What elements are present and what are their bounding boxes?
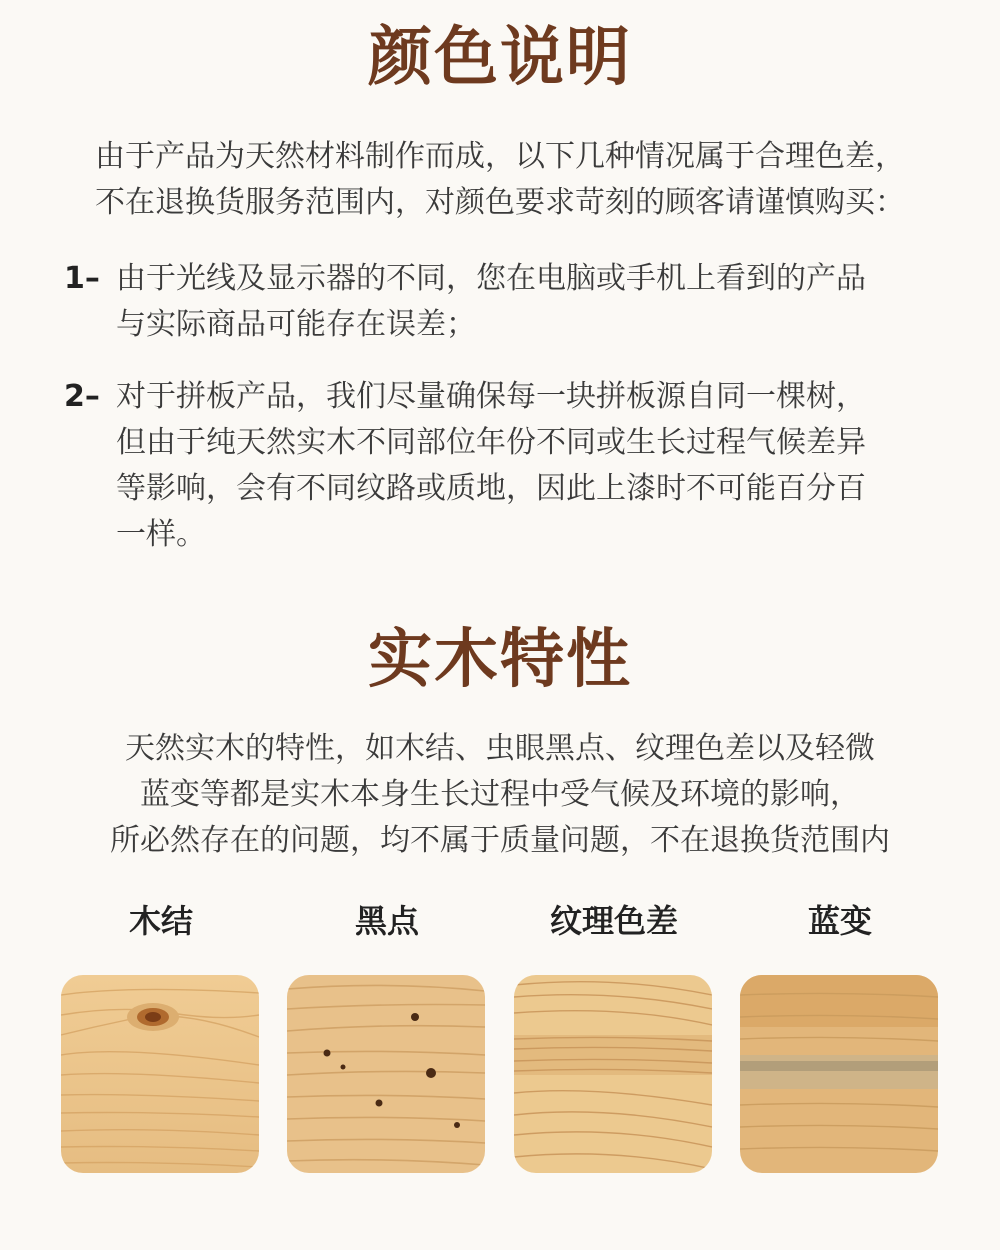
wood-section-title: 实木特性 [368, 623, 632, 697]
color-section-title: 颜色说明 [368, 21, 632, 95]
sample-label-grain-color: 纹理色差 [549, 902, 678, 940]
blue-stain-wood-image [740, 975, 938, 1173]
note-number: 1– [64, 261, 100, 296]
note-line: 等影响，会有不同纹路或质地，因此上漆时不可能百分百 [116, 471, 866, 506]
sample-label-knot: 木结 [128, 902, 193, 940]
note-line: 但由于纯天然实木不同部位年份不同或生长过程气候差异 [116, 425, 866, 460]
note-number: 2– [64, 379, 100, 414]
intro-line: 天然实木的特性，如木结、虫眼黑点、纹理色差以及轻微 [125, 731, 875, 766]
knot-wood-image [61, 975, 259, 1173]
black-spot-wood-image [287, 975, 485, 1173]
wood-section-intro [0, 726, 1000, 864]
note-line: 一样。 [116, 517, 206, 552]
intro-line: 所必然存在的问题，均不属于质量问题，不在退换货范围内 [110, 823, 890, 858]
color-section-intro [0, 134, 1000, 226]
intro-line: 蓝变等都是实木本身生长过程中受气候及环境的影响， [140, 777, 860, 812]
note-line: 与实际商品可能存在误差； [116, 307, 476, 342]
sample-label-black-spot: 黑点 [354, 902, 419, 940]
note-line: 由于光线及显示器的不同，您在电脑或手机上看到的产品 [116, 261, 866, 296]
intro-line: 不在退换货服务范围内，对颜色要求苛刻的顾客请谨慎购买： [95, 185, 905, 220]
intro-line: 由于产品为天然材料制作而成，以下几种情况属于合理色差， [95, 139, 905, 174]
grain-color-wood-image [514, 975, 712, 1173]
note-line: 对于拼板产品，我们尽量确保每一块拼板源自同一棵树， [116, 379, 866, 414]
sample-label-blue-stain: 蓝变 [807, 902, 872, 940]
